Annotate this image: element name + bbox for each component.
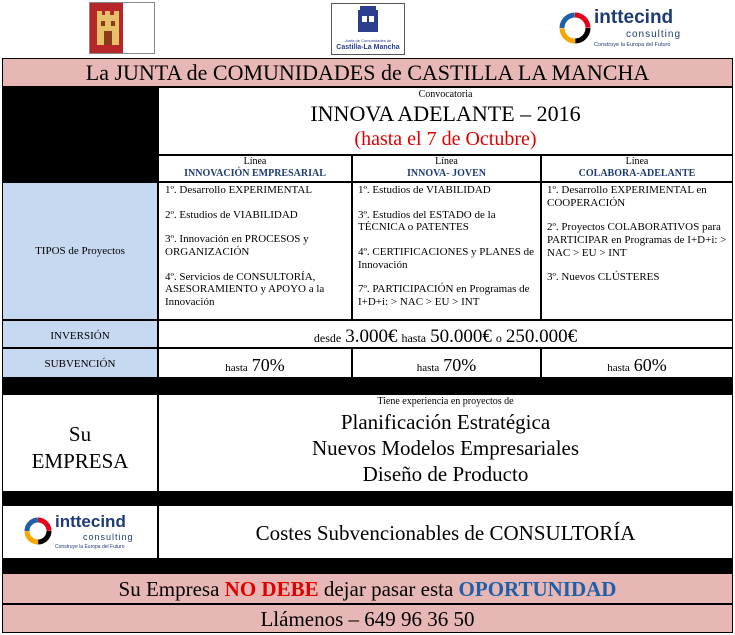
footer-part-3: dejar pasar esta: [318, 577, 459, 601]
left-black-block: [2, 87, 158, 182]
linea-header-2: [352, 155, 541, 182]
convocatoria-name: INNOVA ADELANTE – 2016: [310, 101, 581, 126]
inttecind-logo-cell: [2, 505, 158, 559]
castle-icon: [93, 3, 126, 53]
convocatoria-deadline: (hasta el 7 de Octubre): [354, 128, 537, 150]
subvencion-value-2: 70%: [443, 355, 477, 375]
empresa-area: Diseño de Producto: [362, 462, 529, 486]
inversion-desde: desde: [313, 331, 342, 345]
tipos-label-cell: [2, 182, 158, 320]
subvencion-cell-1: [158, 348, 352, 378]
divider-band-3: [2, 559, 733, 573]
junta-logo: [331, 3, 405, 55]
empresa-area: Planificación Estratégica: [340, 410, 551, 434]
list-item: 3º. Nuevos CLÚSTERES: [547, 271, 660, 284]
inversion-hasta: hasta: [401, 331, 427, 345]
linea-name-3: COLABORA-ADELANTE: [578, 168, 696, 179]
inversion-value-3: 250.000€: [505, 326, 578, 347]
subvencion-prefix-2: hasta: [416, 362, 440, 374]
linea-header-1: [158, 155, 352, 182]
list-item: 4º. CERTIFICACIONES y PLANES de Innovación: [358, 245, 535, 271]
list-item: 1º. Estudios de VIABILIDAD: [358, 184, 491, 196]
title-text: La JUNTA de COMUNIDADES de CASTILLA LA MANCHA: [85, 60, 650, 85]
tipos-label: TIPOS de Proyectos: [35, 244, 125, 257]
costes-text: Costes Subvencionables de CONSULTORÍA: [255, 521, 636, 545]
inttecind-logo-top: [556, 5, 706, 53]
linea-name-2: INNOVA- JOVEN: [407, 168, 486, 179]
list-item: 7º. PARTICIPACIÓN en Programas de I+D+i: > NAC > EU > INT: [358, 283, 530, 308]
brand-name: inttecind: [55, 512, 126, 531]
inversion-value-2: 50.000€: [430, 326, 492, 347]
list-item: 3º. Innovación en PROCESOS y ORGANIZACIÓN: [165, 233, 309, 258]
subvencion-prefix-3: hasta: [607, 362, 630, 374]
convocatoria-box: [158, 87, 733, 155]
subvencion-value-1: 70%: [251, 355, 285, 375]
subvencion-prefix-1: hasta: [225, 362, 248, 374]
footer-oportunidad-word: OPORTUNIDAD: [458, 577, 617, 601]
empresa-areas-cell: [158, 394, 733, 492]
empresa-area: Nuevos Modelos Empresariales: [311, 436, 580, 460]
subvencion-cell-2: [352, 348, 541, 378]
subvencion-label-cell: [2, 348, 158, 378]
list-item: 2º. Proyectos COLABORATIVOS para PARTICIPAR en Programas de I+D+i: > NAC > EU > INT: [547, 221, 727, 259]
castilla-la-mancha-flag: [89, 2, 155, 54]
empresa-label-1: Su: [68, 422, 92, 446]
inttecind-ring-icon: [21, 514, 55, 548]
empresa-label-2: EMPRESA: [31, 449, 129, 473]
empresa-label-cell: [2, 394, 158, 492]
convocatoria-label: Convocatoria: [418, 89, 473, 100]
linea-items-3: [541, 182, 733, 320]
list-item: 4º. Servicios de CONSULTORÍA, ASESORAMIENTO y APOYO a la Innovación: [165, 270, 325, 308]
linea-label-2: Línea: [435, 156, 458, 167]
subvencion-cell-3: [541, 348, 733, 378]
linea-header-3: [541, 155, 733, 182]
footer-part-1: Su Empresa: [118, 577, 225, 601]
empresa-intro: Tiene experiencia en proyectos de: [377, 396, 514, 407]
contact-text: Llámenos – 649 96 36 50: [260, 607, 475, 631]
subvencion-label: SUBVENCIÓN: [44, 358, 116, 370]
divider-band-2: [2, 492, 733, 505]
list-item: 1º. Desarrollo EXPERIMENTAL: [165, 184, 313, 196]
junta-logo-line-2: Castilla-La Mancha: [336, 44, 400, 51]
linea-name-1: INNOVACIÓN EMPRESARIAL: [184, 168, 326, 179]
list-item: 2º. Estudios de VIABILIDAD: [165, 208, 298, 221]
inversion-value-1: 3.000€: [345, 326, 398, 347]
linea-items-1: [158, 182, 352, 320]
subvencion-value-3: 60%: [633, 355, 667, 375]
footer-contact: [2, 604, 733, 633]
list-item: 1º. Desarrollo EXPERIMENTAL en COOPERACIÓN: [547, 184, 707, 209]
brand-name: inttecind: [594, 7, 674, 28]
inversion-value-cell: [158, 320, 733, 348]
inversion-label-cell: [2, 320, 158, 348]
footer-oportunidad: [2, 573, 733, 604]
linea-items-2: [352, 182, 541, 320]
coat-of-arms-icon: [332, 6, 404, 36]
title-bar: [2, 58, 733, 87]
costes-cell: [158, 505, 733, 559]
brand-sub: consulting: [83, 532, 134, 542]
junta-logo-line-1: Junta de Comunidades de: [344, 38, 392, 43]
list-item: 3º. Estudios del ESTADO de la TÉCNICA o PATENTES: [358, 208, 496, 234]
inttecind-ring-icon: [556, 9, 594, 47]
footer-no-debe: NO DEBE: [224, 577, 319, 601]
inversion-o: o: [495, 331, 502, 345]
divider-band-1: [2, 378, 733, 394]
linea-label-1: Línea: [243, 156, 267, 167]
brand-sub: consulting: [626, 29, 682, 40]
brand-tagline: Construye la Europa del Futuro: [55, 544, 125, 550]
inversion-label: INVERSIÓN: [50, 330, 110, 342]
brand-tagline: Construye la Europa del Futuro: [594, 42, 671, 48]
linea-label-3: Línea: [625, 156, 649, 167]
